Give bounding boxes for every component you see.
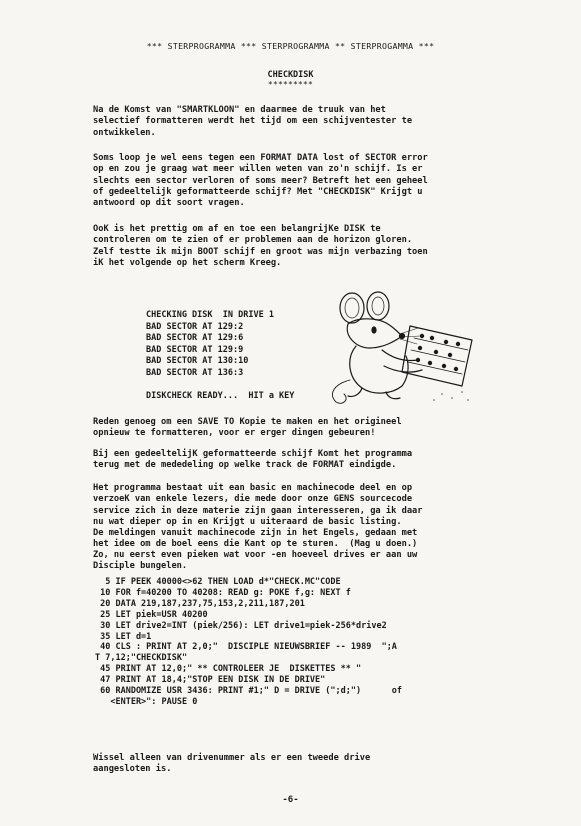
code-line: 10 FOR f=40200 TO 40208: READ g: POKE f,g: NEXT f [95,587,351,598]
code-line: 60 RANDOMIZE USR 3436: PRINT #1;" D = DRIVE (";d;") of [95,686,403,697]
text-line: terug met de mededeling op welke track de FORMAT eindigde. [93,460,397,471]
text-line: nu wat dieper op in en Krijgt u uiteraard de basic listing. [93,516,402,527]
text-line: Bij een gedeeltelijK geformatteerde schijf Komt het programma [93,449,413,459]
text-line: controleren om te zien of er problemen aan de horizon gloren. [93,235,413,246]
text-line: het idee om de boel eens die Kant op te sturen. (Mag u doen.) [93,539,418,550]
screen-line: BAD SECTOR AT 129:6 [146,333,244,344]
code-line: T 7,12;"CHECKDISK" [95,653,188,664]
paragraph-boot-test [93,224,548,269]
screen-line: BAD SECTOR AT 130:10 [146,356,249,367]
text-line: Disciple bungelen. [93,561,188,572]
page-number: -6- [282,795,299,805]
text-line: OoK is het prettig om af en toe een belangrijKe DISK te [93,224,381,234]
text-line: opnieuw te formatteren, voor er erger dingen gebeuren! [93,428,376,439]
code-line: 30 LET drive2=INT (piek/256): LET drive1=piek-256*drive2 [95,620,387,631]
section-banner: *** STERPROGRAMMA *** STERPROGRAMMA ** STERPROGAMMA *** [146,41,435,51]
code-line: 47 PRINT AT 18,4;"STOP EEN DISK IN DE DRIVE" [95,675,326,686]
article-title: CHECKDISK [267,70,314,80]
basic-listing [95,577,402,708]
code-line: 25 LET piek=USR 40200 [95,609,208,620]
text-line: selectief formatteren werdt het tijd om een schijventester te [93,116,413,127]
screen-line: CHECKING DISK IN DRIVE 1 [146,310,274,320]
text-line: Zo, nu eerst even pieken wat voor -en hoeveel drives er aan uw [93,550,418,560]
text-line: iK het volgende op het scherm Kreeg. [93,257,282,268]
text-line: slechts een sector verloren of soms meer? Betreft het een geheel [93,175,428,186]
paragraph-errors [93,153,548,209]
screen-output [146,310,294,402]
code-line: 45 PRINT AT 12,0;" ** CONTROLEER JE DISKETTES ** " [95,664,362,675]
text-line: ontwikkelen. [93,127,156,138]
title-underline: ********* [267,80,314,89]
paragraph-program-description [93,483,548,551]
text-line: Reden genoeg om een SAVE TO Kopie te maken en het origineel [93,417,402,427]
text-line: aangesloten is. [93,764,172,775]
text-line: Wissel alleen van drivenummer als er een tweede drive [93,753,371,763]
code-line: <ENTER>": PAUSE 0 [95,696,198,707]
screen-line: BAD SECTOR AT 129:2 [146,321,244,332]
paragraph-save-advice [93,417,548,440]
screen-line: BAD SECTOR AT 136:3 [146,367,244,378]
code-line: 40 CLS : PRINT AT 2,0;" DISCIPLE NIEUWSBRIEF -- 1989 ";A [95,642,397,653]
paragraph-partial-format [93,449,548,472]
paragraph-intro [93,105,548,139]
text-line: of gedeeltelijk geformatteerde schijf? Met "CHECKDISK" Krijgt u [93,186,423,197]
text-line: op en zou je graag wat meer willen weten van zo'n schijf. Is er [93,164,423,175]
screen-ready-line: DISKCHECK READY... HIT a KEY [146,390,295,401]
mouse-illustration-icon [322,286,480,406]
text-line: Soms loop je wel eens tegen een FORMAT DATA lost of SECTOR error [93,153,428,163]
text-line: Zelf testte ik mijn BOOT schijf en groot was mijn verbazing toen [93,246,428,257]
screen-line: BAD SECTOR AT 129:9 [146,344,244,355]
text-line: service zich in deze materie zijn gaan interesseren, ga ik daar [93,505,423,516]
code-line: 5 IF PEEK 40000<>62 THEN LOAD d*"CHECK.MC"CODE [95,577,341,587]
code-line: 35 LET d=1 [95,631,152,642]
text-line: De meldingen vanuit machinecode zijn in het Engels, gedaan met [93,528,418,539]
text-line: Na de Komst van "SMARTKLOON" en daarmee de truuk van het [93,105,386,115]
code-line: 20 DATA 219,187,237,75,153,2,211,187,201 [95,598,305,609]
text-line: verzoeK van enkele lezers, die mede door onze GENS sourcecode [93,494,413,505]
text-line: Het programma bestaat uit ean basic en machinecode deel en op [93,483,413,493]
paragraph-drives [93,550,548,573]
text-line: antwoord op dit soort vragen. [93,198,245,209]
paragraph-footer-note [93,753,370,776]
